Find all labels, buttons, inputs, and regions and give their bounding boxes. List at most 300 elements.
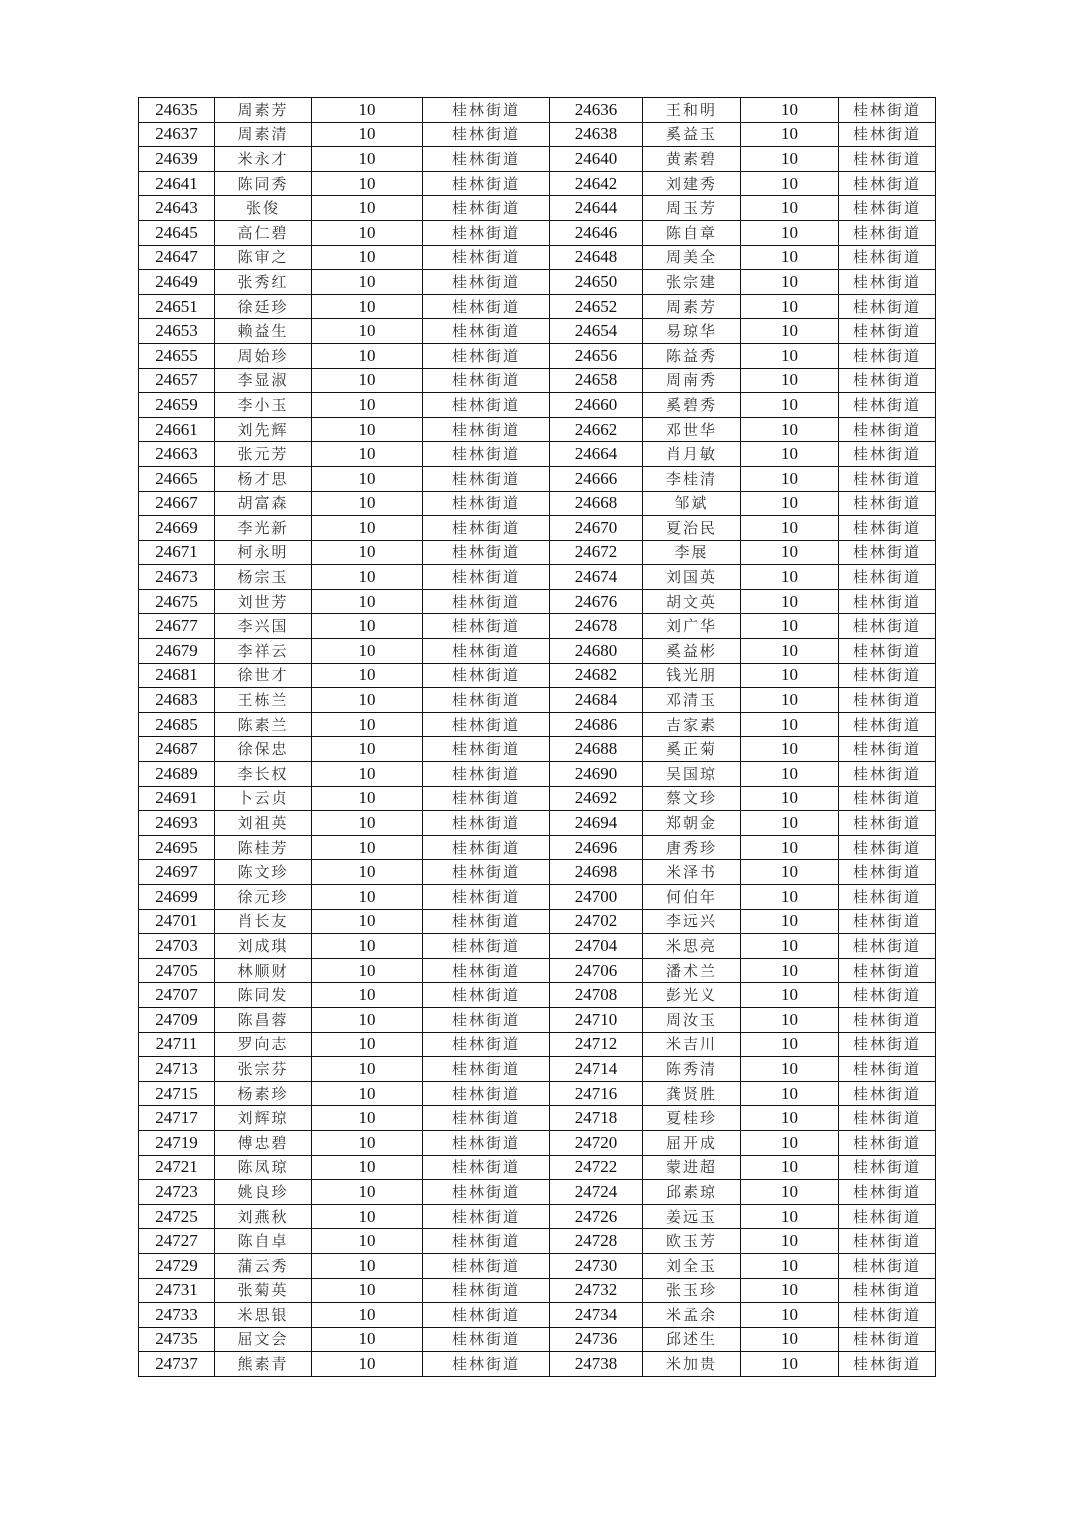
left-street-cell: 桂林街道 xyxy=(423,270,550,295)
left-name-cell: 胡富森 xyxy=(215,491,312,516)
right-id-cell: 24684 xyxy=(550,688,643,713)
left-id-cell: 24697 xyxy=(139,860,215,885)
left-street-cell: 桂林街道 xyxy=(423,885,550,910)
table-row xyxy=(139,1007,936,1032)
left-amount-cell: 10 xyxy=(312,860,423,885)
right-street-cell: 桂林街道 xyxy=(839,860,936,885)
right-amount-cell: 10 xyxy=(741,442,839,467)
right-street-cell: 桂林街道 xyxy=(839,1007,936,1032)
left-street-cell: 桂林街道 xyxy=(423,712,550,737)
left-street-cell: 桂林街道 xyxy=(423,1352,550,1377)
right-id-cell: 24724 xyxy=(550,1180,643,1205)
left-street-cell: 桂林街道 xyxy=(423,639,550,664)
right-name-cell: 胡文英 xyxy=(643,589,741,614)
left-amount-cell: 10 xyxy=(312,614,423,639)
table-body xyxy=(139,98,936,1377)
right-amount-cell: 10 xyxy=(741,663,839,688)
left-amount-cell: 10 xyxy=(312,1130,423,1155)
left-street-cell: 桂林街道 xyxy=(423,1130,550,1155)
right-amount-cell: 10 xyxy=(741,220,839,245)
left-name-cell: 米永才 xyxy=(215,147,312,172)
left-street-cell: 桂林街道 xyxy=(423,343,550,368)
left-name-cell: 肖长友 xyxy=(215,909,312,934)
left-name-cell: 张菊英 xyxy=(215,1278,312,1303)
right-name-cell: 欧玉芳 xyxy=(643,1229,741,1254)
left-name-cell: 柯永明 xyxy=(215,540,312,565)
right-id-cell: 24660 xyxy=(550,393,643,418)
left-id-cell: 24651 xyxy=(139,294,215,319)
table-row xyxy=(139,909,936,934)
left-id-cell: 24677 xyxy=(139,614,215,639)
right-id-cell: 24700 xyxy=(550,885,643,910)
right-id-cell: 24708 xyxy=(550,983,643,1008)
left-amount-cell: 10 xyxy=(312,688,423,713)
left-street-cell: 桂林街道 xyxy=(423,368,550,393)
left-name-cell: 李显淑 xyxy=(215,368,312,393)
table-row xyxy=(139,737,936,762)
right-id-cell: 24680 xyxy=(550,639,643,664)
right-amount-cell: 10 xyxy=(741,417,839,442)
table-row xyxy=(139,171,936,196)
left-amount-cell: 10 xyxy=(312,835,423,860)
table-row xyxy=(139,589,936,614)
right-street-cell: 桂林街道 xyxy=(839,343,936,368)
left-street-cell: 桂林街道 xyxy=(423,491,550,516)
table-row xyxy=(139,1303,936,1328)
right-street-cell: 桂林街道 xyxy=(839,442,936,467)
right-amount-cell: 10 xyxy=(741,860,839,885)
right-name-cell: 蒙进超 xyxy=(643,1155,741,1180)
table-row xyxy=(139,319,936,344)
table-row xyxy=(139,122,936,147)
left-amount-cell: 10 xyxy=(312,220,423,245)
left-name-cell: 徐世才 xyxy=(215,663,312,688)
right-id-cell: 24674 xyxy=(550,565,643,590)
left-id-cell: 24661 xyxy=(139,417,215,442)
right-id-cell: 24654 xyxy=(550,319,643,344)
left-id-cell: 24733 xyxy=(139,1303,215,1328)
left-street-cell: 桂林街道 xyxy=(423,442,550,467)
table-row xyxy=(139,393,936,418)
right-name-cell: 彭光义 xyxy=(643,983,741,1008)
left-name-cell: 徐保忠 xyxy=(215,737,312,762)
left-street-cell: 桂林街道 xyxy=(423,958,550,983)
right-amount-cell: 10 xyxy=(741,1032,839,1057)
left-id-cell: 24689 xyxy=(139,762,215,787)
left-amount-cell: 10 xyxy=(312,294,423,319)
table-row xyxy=(139,835,936,860)
right-name-cell: 奚益玉 xyxy=(643,122,741,147)
right-id-cell: 24636 xyxy=(550,98,643,123)
left-id-cell: 24727 xyxy=(139,1229,215,1254)
right-id-cell: 24664 xyxy=(550,442,643,467)
right-id-cell: 24690 xyxy=(550,762,643,787)
right-name-cell: 李桂清 xyxy=(643,466,741,491)
right-street-cell: 桂林街道 xyxy=(839,614,936,639)
right-name-cell: 吉家素 xyxy=(643,712,741,737)
left-amount-cell: 10 xyxy=(312,122,423,147)
right-amount-cell: 10 xyxy=(741,294,839,319)
left-name-cell: 陈审之 xyxy=(215,245,312,270)
right-street-cell: 桂林街道 xyxy=(839,147,936,172)
right-id-cell: 24730 xyxy=(550,1253,643,1278)
right-street-cell: 桂林街道 xyxy=(839,245,936,270)
right-street-cell: 桂林街道 xyxy=(839,1229,936,1254)
right-street-cell: 桂林街道 xyxy=(839,122,936,147)
left-id-cell: 24647 xyxy=(139,245,215,270)
right-amount-cell: 10 xyxy=(741,1352,839,1377)
left-name-cell: 罗向志 xyxy=(215,1032,312,1057)
left-name-cell: 张俊 xyxy=(215,196,312,221)
right-amount-cell: 10 xyxy=(741,909,839,934)
right-street-cell: 桂林街道 xyxy=(839,589,936,614)
right-street-cell: 桂林街道 xyxy=(839,98,936,123)
left-amount-cell: 10 xyxy=(312,1229,423,1254)
left-amount-cell: 10 xyxy=(312,245,423,270)
right-amount-cell: 10 xyxy=(741,1278,839,1303)
right-amount-cell: 10 xyxy=(741,122,839,147)
right-street-cell: 桂林街道 xyxy=(839,712,936,737)
right-name-cell: 周汝玉 xyxy=(643,1007,741,1032)
left-id-cell: 24659 xyxy=(139,393,215,418)
right-amount-cell: 10 xyxy=(741,147,839,172)
left-id-cell: 24635 xyxy=(139,98,215,123)
table-row xyxy=(139,1155,936,1180)
left-id-cell: 24701 xyxy=(139,909,215,934)
right-id-cell: 24644 xyxy=(550,196,643,221)
right-street-cell: 桂林街道 xyxy=(839,786,936,811)
left-name-cell: 杨宗玉 xyxy=(215,565,312,590)
left-amount-cell: 10 xyxy=(312,171,423,196)
left-name-cell: 刘成琪 xyxy=(215,934,312,959)
table-row xyxy=(139,294,936,319)
left-street-cell: 桂林街道 xyxy=(423,811,550,836)
right-amount-cell: 10 xyxy=(741,1180,839,1205)
right-id-cell: 24678 xyxy=(550,614,643,639)
left-amount-cell: 10 xyxy=(312,762,423,787)
table-row xyxy=(139,98,936,123)
left-name-cell: 陈文珍 xyxy=(215,860,312,885)
right-name-cell: 夏桂珍 xyxy=(643,1106,741,1131)
right-id-cell: 24642 xyxy=(550,171,643,196)
right-street-cell: 桂林街道 xyxy=(839,958,936,983)
left-street-cell: 桂林街道 xyxy=(423,122,550,147)
left-id-cell: 24713 xyxy=(139,1057,215,1082)
right-id-cell: 24706 xyxy=(550,958,643,983)
left-name-cell: 刘世芳 xyxy=(215,589,312,614)
right-name-cell: 刘广华 xyxy=(643,614,741,639)
left-name-cell: 李祥云 xyxy=(215,639,312,664)
right-amount-cell: 10 xyxy=(741,786,839,811)
left-street-cell: 桂林街道 xyxy=(423,835,550,860)
left-street-cell: 桂林街道 xyxy=(423,762,550,787)
left-name-cell: 熊素青 xyxy=(215,1352,312,1377)
left-street-cell: 桂林街道 xyxy=(423,614,550,639)
left-amount-cell: 10 xyxy=(312,1106,423,1131)
right-id-cell: 24718 xyxy=(550,1106,643,1131)
left-amount-cell: 10 xyxy=(312,786,423,811)
left-street-cell: 桂林街道 xyxy=(423,319,550,344)
right-street-cell: 桂林街道 xyxy=(839,811,936,836)
right-street-cell: 桂林街道 xyxy=(839,565,936,590)
right-amount-cell: 10 xyxy=(741,958,839,983)
right-amount-cell: 10 xyxy=(741,688,839,713)
right-amount-cell: 10 xyxy=(741,196,839,221)
right-amount-cell: 10 xyxy=(741,1106,839,1131)
right-id-cell: 24720 xyxy=(550,1130,643,1155)
right-name-cell: 陈自章 xyxy=(643,220,741,245)
left-id-cell: 24685 xyxy=(139,712,215,737)
left-name-cell: 周素芳 xyxy=(215,98,312,123)
left-street-cell: 桂林街道 xyxy=(423,737,550,762)
left-id-cell: 24679 xyxy=(139,639,215,664)
left-street-cell: 桂林街道 xyxy=(423,540,550,565)
left-name-cell: 刘先辉 xyxy=(215,417,312,442)
left-street-cell: 桂林街道 xyxy=(423,1106,550,1131)
left-id-cell: 24729 xyxy=(139,1253,215,1278)
left-amount-cell: 10 xyxy=(312,442,423,467)
right-id-cell: 24722 xyxy=(550,1155,643,1180)
left-name-cell: 杨素珍 xyxy=(215,1081,312,1106)
left-id-cell: 24671 xyxy=(139,540,215,565)
left-id-cell: 24687 xyxy=(139,737,215,762)
right-name-cell: 米吉川 xyxy=(643,1032,741,1057)
table-row xyxy=(139,639,936,664)
left-amount-cell: 10 xyxy=(312,811,423,836)
right-street-cell: 桂林街道 xyxy=(839,1352,936,1377)
left-amount-cell: 10 xyxy=(312,270,423,295)
right-amount-cell: 10 xyxy=(741,1303,839,1328)
left-id-cell: 24691 xyxy=(139,786,215,811)
table-row xyxy=(139,343,936,368)
left-street-cell: 桂林街道 xyxy=(423,196,550,221)
left-name-cell: 李光新 xyxy=(215,516,312,541)
right-name-cell: 屈开成 xyxy=(643,1130,741,1155)
left-name-cell: 屈文会 xyxy=(215,1327,312,1352)
left-amount-cell: 10 xyxy=(312,885,423,910)
right-name-cell: 奚益彬 xyxy=(643,639,741,664)
left-amount-cell: 10 xyxy=(312,565,423,590)
right-street-cell: 桂林街道 xyxy=(839,466,936,491)
left-amount-cell: 10 xyxy=(312,1007,423,1032)
right-amount-cell: 10 xyxy=(741,1007,839,1032)
right-street-cell: 桂林街道 xyxy=(839,1032,936,1057)
right-id-cell: 24686 xyxy=(550,712,643,737)
right-id-cell: 24688 xyxy=(550,737,643,762)
left-street-cell: 桂林街道 xyxy=(423,909,550,934)
right-amount-cell: 10 xyxy=(741,540,839,565)
right-amount-cell: 10 xyxy=(741,737,839,762)
right-id-cell: 24714 xyxy=(550,1057,643,1082)
right-name-cell: 张玉珍 xyxy=(643,1278,741,1303)
table-row xyxy=(139,614,936,639)
right-street-cell: 桂林街道 xyxy=(839,639,936,664)
right-id-cell: 24638 xyxy=(550,122,643,147)
right-id-cell: 24666 xyxy=(550,466,643,491)
left-id-cell: 24699 xyxy=(139,885,215,910)
left-amount-cell: 10 xyxy=(312,712,423,737)
left-street-cell: 桂林街道 xyxy=(423,1303,550,1328)
right-name-cell: 奚正菊 xyxy=(643,737,741,762)
right-street-cell: 桂林街道 xyxy=(839,516,936,541)
table-row xyxy=(139,934,936,959)
left-amount-cell: 10 xyxy=(312,737,423,762)
left-street-cell: 桂林街道 xyxy=(423,1180,550,1205)
right-street-cell: 桂林街道 xyxy=(839,688,936,713)
left-id-cell: 24707 xyxy=(139,983,215,1008)
right-street-cell: 桂林街道 xyxy=(839,540,936,565)
right-name-cell: 何伯年 xyxy=(643,885,741,910)
left-street-cell: 桂林街道 xyxy=(423,663,550,688)
right-name-cell: 米孟余 xyxy=(643,1303,741,1328)
left-amount-cell: 10 xyxy=(312,1303,423,1328)
table-row xyxy=(139,220,936,245)
right-name-cell: 邱述生 xyxy=(643,1327,741,1352)
right-street-cell: 桂林街道 xyxy=(839,1130,936,1155)
table-row xyxy=(139,885,936,910)
left-name-cell: 林顺财 xyxy=(215,958,312,983)
left-street-cell: 桂林街道 xyxy=(423,860,550,885)
right-street-cell: 桂林街道 xyxy=(839,885,936,910)
left-id-cell: 24735 xyxy=(139,1327,215,1352)
table-row xyxy=(139,811,936,836)
left-id-cell: 24721 xyxy=(139,1155,215,1180)
left-amount-cell: 10 xyxy=(312,1204,423,1229)
left-amount-cell: 10 xyxy=(312,343,423,368)
left-amount-cell: 10 xyxy=(312,319,423,344)
left-id-cell: 24675 xyxy=(139,589,215,614)
right-name-cell: 王和明 xyxy=(643,98,741,123)
right-id-cell: 24652 xyxy=(550,294,643,319)
left-id-cell: 24645 xyxy=(139,220,215,245)
right-id-cell: 24704 xyxy=(550,934,643,959)
right-amount-cell: 10 xyxy=(741,1130,839,1155)
right-name-cell: 潘术兰 xyxy=(643,958,741,983)
right-name-cell: 邓世华 xyxy=(643,417,741,442)
right-id-cell: 24738 xyxy=(550,1352,643,1377)
left-id-cell: 24673 xyxy=(139,565,215,590)
left-street-cell: 桂林街道 xyxy=(423,1032,550,1057)
left-street-cell: 桂林街道 xyxy=(423,1081,550,1106)
left-id-cell: 24737 xyxy=(139,1352,215,1377)
right-name-cell: 陈益秀 xyxy=(643,343,741,368)
left-amount-cell: 10 xyxy=(312,589,423,614)
left-amount-cell: 10 xyxy=(312,1180,423,1205)
left-id-cell: 24681 xyxy=(139,663,215,688)
left-street-cell: 桂林街道 xyxy=(423,565,550,590)
left-street-cell: 桂林街道 xyxy=(423,220,550,245)
left-id-cell: 24723 xyxy=(139,1180,215,1205)
right-amount-cell: 10 xyxy=(741,589,839,614)
right-street-cell: 桂林街道 xyxy=(839,1180,936,1205)
left-name-cell: 徐元珍 xyxy=(215,885,312,910)
left-amount-cell: 10 xyxy=(312,1352,423,1377)
left-name-cell: 李长权 xyxy=(215,762,312,787)
right-street-cell: 桂林街道 xyxy=(839,171,936,196)
left-street-cell: 桂林街道 xyxy=(423,294,550,319)
table-row xyxy=(139,491,936,516)
table-row xyxy=(139,466,936,491)
right-name-cell: 肖月敏 xyxy=(643,442,741,467)
right-id-cell: 24736 xyxy=(550,1327,643,1352)
left-name-cell: 徐廷珍 xyxy=(215,294,312,319)
left-name-cell: 陈自卓 xyxy=(215,1229,312,1254)
left-id-cell: 24731 xyxy=(139,1278,215,1303)
right-street-cell: 桂林街道 xyxy=(839,294,936,319)
right-name-cell: 周美全 xyxy=(643,245,741,270)
left-name-cell: 李小玉 xyxy=(215,393,312,418)
right-name-cell: 奚碧秀 xyxy=(643,393,741,418)
left-name-cell: 卜云贞 xyxy=(215,786,312,811)
left-name-cell: 赖益生 xyxy=(215,319,312,344)
left-amount-cell: 10 xyxy=(312,196,423,221)
left-id-cell: 24725 xyxy=(139,1204,215,1229)
left-amount-cell: 10 xyxy=(312,540,423,565)
right-amount-cell: 10 xyxy=(741,1081,839,1106)
right-id-cell: 24726 xyxy=(550,1204,643,1229)
right-name-cell: 周玉芳 xyxy=(643,196,741,221)
left-name-cell: 张元芳 xyxy=(215,442,312,467)
left-amount-cell: 10 xyxy=(312,1155,423,1180)
right-street-cell: 桂林街道 xyxy=(839,1057,936,1082)
right-street-cell: 桂林街道 xyxy=(839,909,936,934)
left-street-cell: 桂林街道 xyxy=(423,934,550,959)
left-amount-cell: 10 xyxy=(312,1032,423,1057)
right-amount-cell: 10 xyxy=(741,934,839,959)
right-amount-cell: 10 xyxy=(741,393,839,418)
left-street-cell: 桂林街道 xyxy=(423,417,550,442)
right-name-cell: 李远兴 xyxy=(643,909,741,934)
left-name-cell: 张宗芬 xyxy=(215,1057,312,1082)
right-id-cell: 24728 xyxy=(550,1229,643,1254)
table-row xyxy=(139,1327,936,1352)
left-amount-cell: 10 xyxy=(312,983,423,1008)
left-name-cell: 陈桂芳 xyxy=(215,835,312,860)
right-id-cell: 24732 xyxy=(550,1278,643,1303)
left-id-cell: 24653 xyxy=(139,319,215,344)
right-amount-cell: 10 xyxy=(741,762,839,787)
table-row xyxy=(139,1057,936,1082)
right-amount-cell: 10 xyxy=(741,835,839,860)
left-street-cell: 桂林街道 xyxy=(423,98,550,123)
left-id-cell: 24715 xyxy=(139,1081,215,1106)
right-street-cell: 桂林街道 xyxy=(839,417,936,442)
right-amount-cell: 10 xyxy=(741,565,839,590)
right-id-cell: 24670 xyxy=(550,516,643,541)
table-row xyxy=(139,1106,936,1131)
right-amount-cell: 10 xyxy=(741,639,839,664)
right-id-cell: 24694 xyxy=(550,811,643,836)
left-id-cell: 24683 xyxy=(139,688,215,713)
left-street-cell: 桂林街道 xyxy=(423,147,550,172)
right-id-cell: 24658 xyxy=(550,368,643,393)
right-street-cell: 桂林街道 xyxy=(839,1081,936,1106)
right-name-cell: 夏治民 xyxy=(643,516,741,541)
right-street-cell: 桂林街道 xyxy=(839,1327,936,1352)
right-street-cell: 桂林街道 xyxy=(839,1253,936,1278)
right-id-cell: 24646 xyxy=(550,220,643,245)
right-name-cell: 邓清玉 xyxy=(643,688,741,713)
table-row xyxy=(139,540,936,565)
right-name-cell: 刘建秀 xyxy=(643,171,741,196)
left-amount-cell: 10 xyxy=(312,934,423,959)
left-name-cell: 陈素兰 xyxy=(215,712,312,737)
left-name-cell: 陈凤琼 xyxy=(215,1155,312,1180)
table-row xyxy=(139,516,936,541)
left-name-cell: 刘燕秋 xyxy=(215,1204,312,1229)
left-name-cell: 周素清 xyxy=(215,122,312,147)
left-id-cell: 24667 xyxy=(139,491,215,516)
